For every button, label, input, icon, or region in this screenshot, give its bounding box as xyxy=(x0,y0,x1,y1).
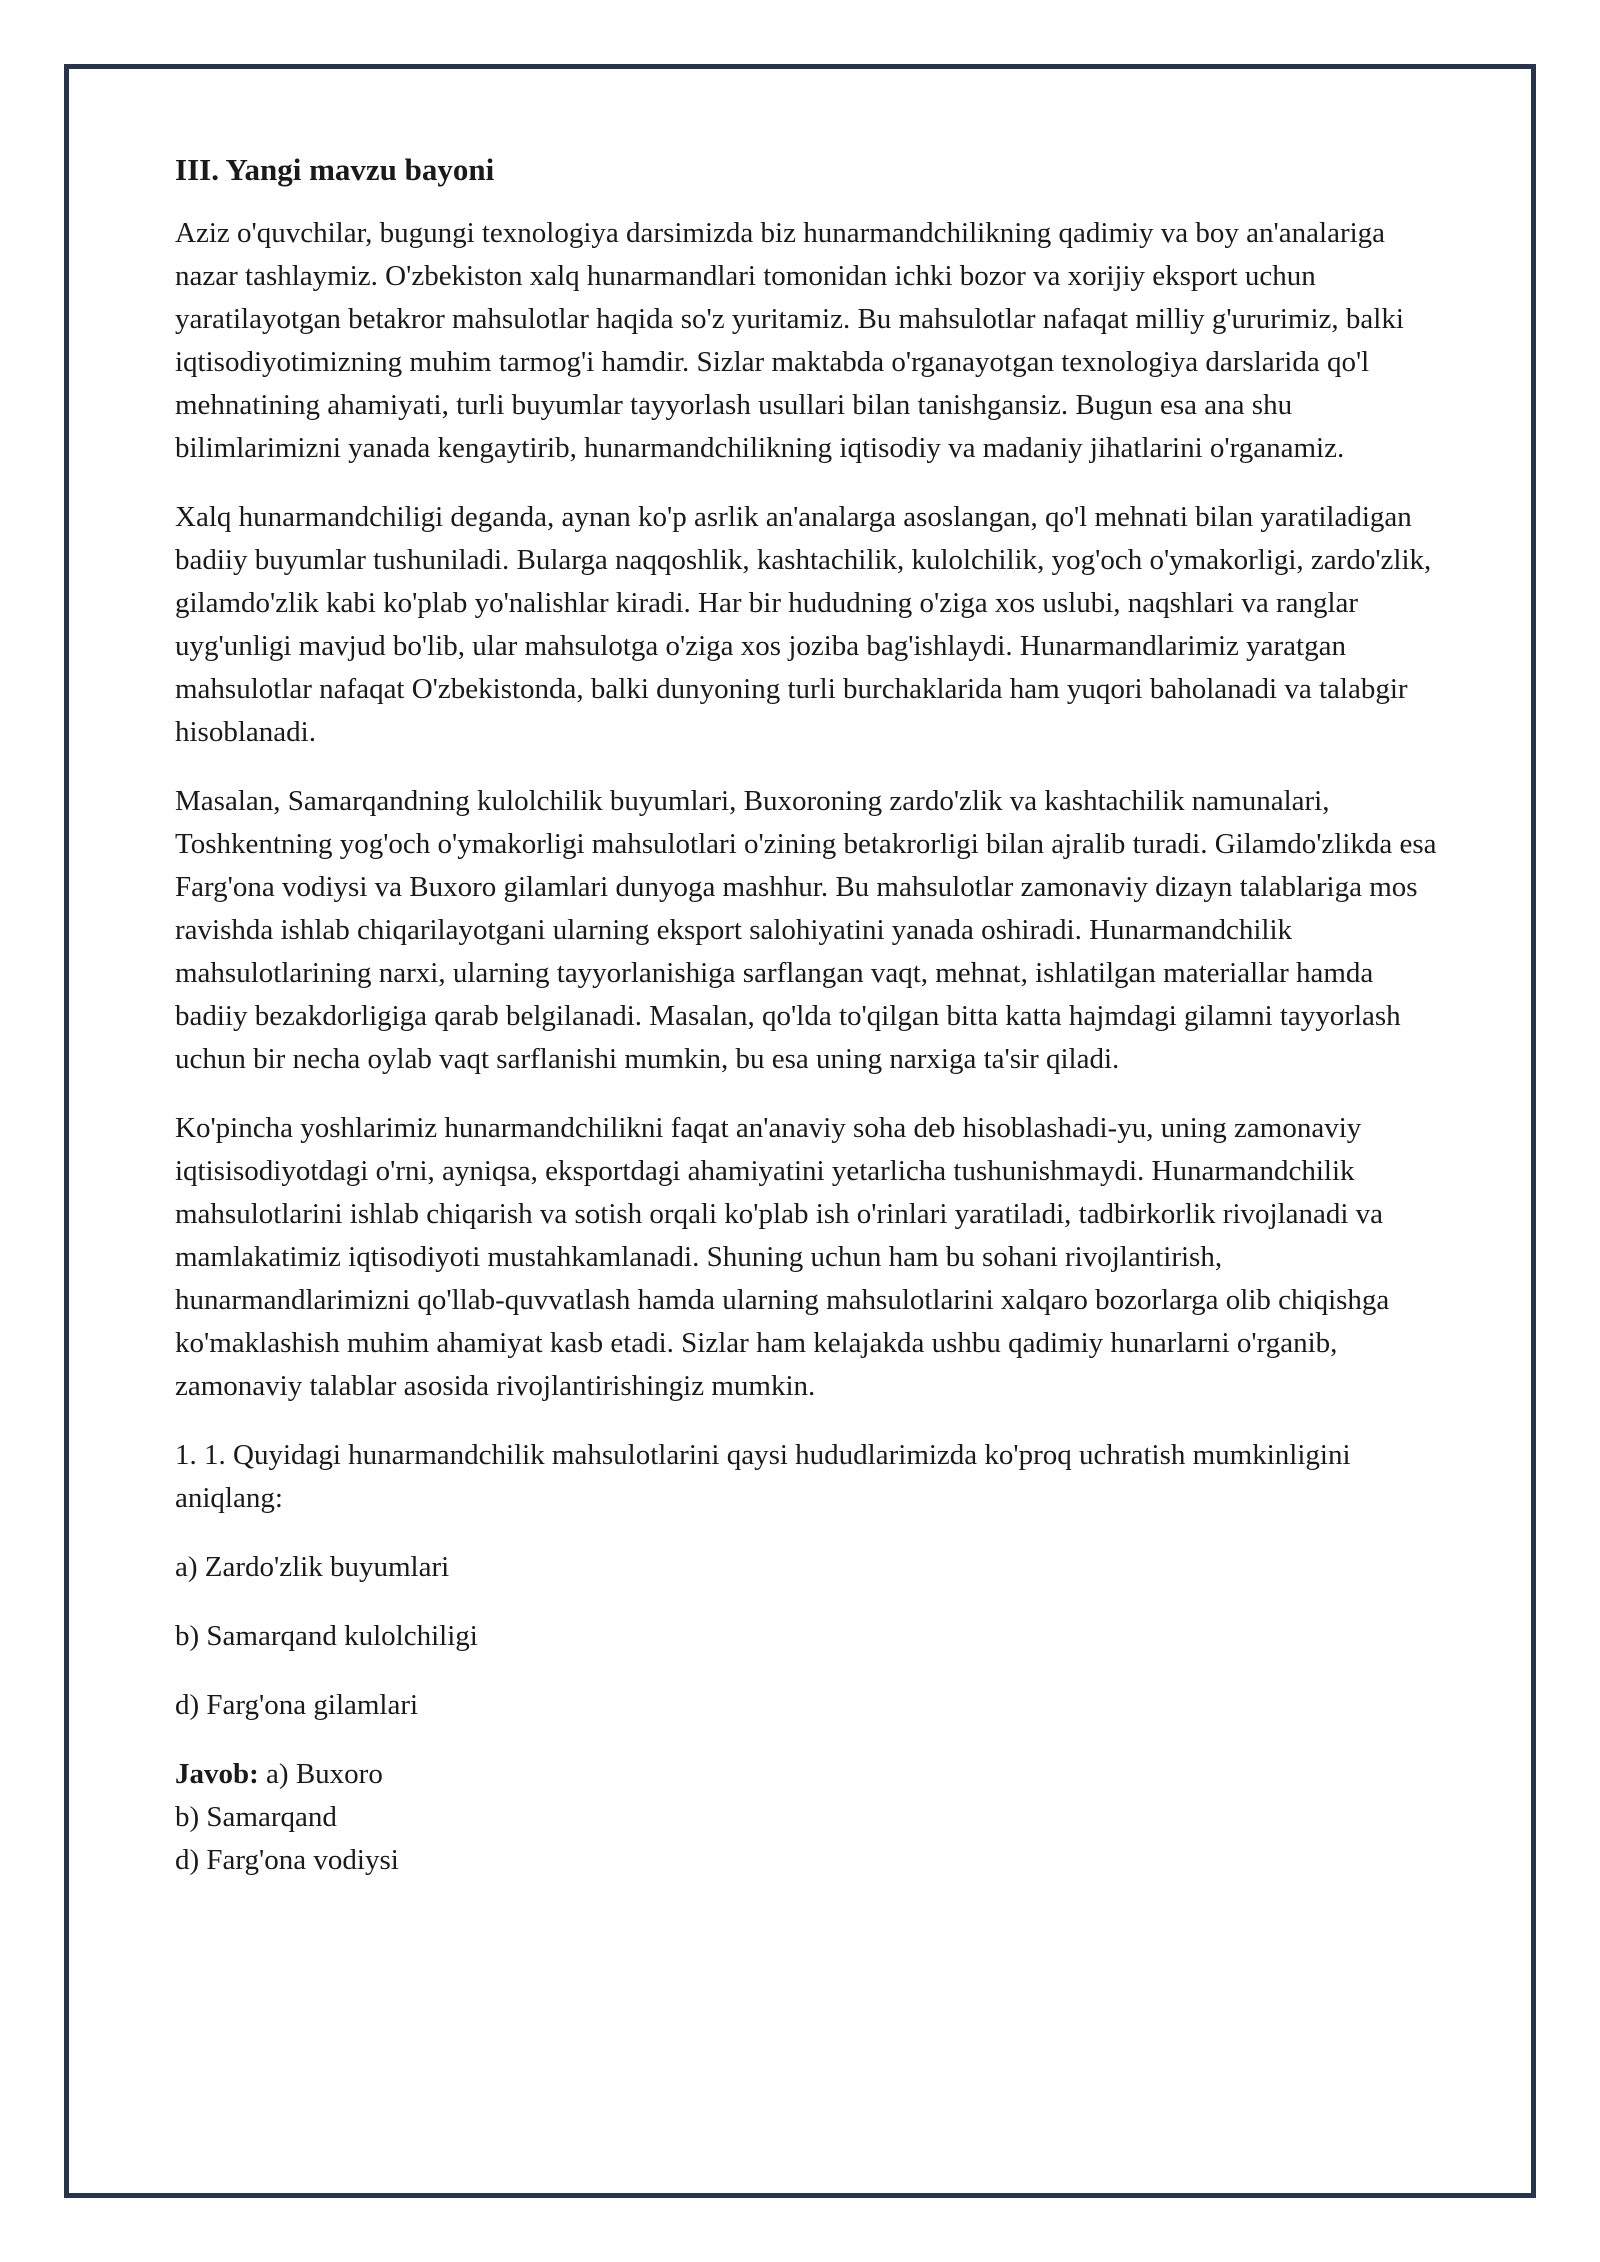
answer-label: Javob: xyxy=(175,1758,259,1791)
answer-block xyxy=(175,1753,1445,1882)
document-body xyxy=(175,150,1445,1882)
paragraph-intro: Aziz o'quvchilar, bugungi texnologiya darsimizda biz hunarmandchilikning qadimiy va boy an'analariga nazar tashlaymiz. O'zbekiston xalq hunarmandlari tomonidan ichki bozor va xorijiy eksport uchun yaratilayotgan betakror mahsulotlar haqida so'z yuritamiz. Bu mahsulotlar nafaqat milliy g'ururimiz, balki iqtisodiyotimizning muhim tarmog'i hamdir. Sizlar maktabda o'rganayotgan texnologiya darslarida qo'l mehnatining ahamiyati, turli buyumlar tayyorlash usullari bilan tanishgansiz. Bugun esa ana shu bilimlarimizni yanada kengaytirib, hunarmandchilikning iqtisodiy va madaniy jihatlarini o'rganamiz. xyxy=(175,217,1404,465)
option-b: b) Samarqand kulolchiligi xyxy=(175,1620,478,1653)
section-heading: III. Yangi mavzu bayoni xyxy=(175,152,495,187)
question-text: 1. 1. Quyidagi hunarmandchilik mahsulotlarini qaysi hududlarimizda ko'proq uchratish mumkinligini aniqlang: xyxy=(175,1439,1351,1515)
paragraph-regional-examples: Masalan, Samarqandning kulolchilik buyumlari, Buxoroning zardo'zlik va kashtachilik namunalari, Toshkentning yog'och o'ymakorligi mahsulotlari o'zining betakrorligi bilan ajralib turadi. Gilamdo'zlikda esa Farg'ona vodiysi va Buxoro gilamlari dunyoga mashhur. Bu mahsulotlar zamonaviy dizayn talablariga mos ravishda ishlab chiqarilayotgani ularning eksport salohiyatini yanada oshiradi. Hunarmandchilik mahsulotlarining narxi, ularning tayyorlanishiga sarflangan vaqt, mehnat, ishlatilgan materiallar hamda badiiy bezakdorligiga qarab belgilanadi. Masalan, qo'lda to'qilgan bitta katta hajmdagi gilamni tayyorlash uchun bir necha oylab vaqt sarflanishi mumkin, bu esa uning narxiga ta'sir qiladi. xyxy=(175,785,1437,1076)
answer-line-d: d) Farg'ona vodiysi xyxy=(175,1844,399,1877)
answer-value-a: a) Buxoro xyxy=(266,1758,383,1791)
paragraph-folk-crafts: Xalq hunarmandchiligi deganda, aynan ko'p asrlik an'analarga asoslangan, qo'l mehnati bilan yaratiladigan badiiy buyumlar tushuniladi. Bularga naqqoshlik, kashtachilik, kulolchilik, yog'och o'ymakorligi, zardo'zlik, gilamdo'zlik kabi ko'plab yo'nalishlar kiradi. Har bir hududning o'ziga xos uslubi, naqshlari va ranglar uyg'unligi mavjud bo'lib, ular mahsulotga o'ziga xos joziba bag'ishlaydi. Hunarmandlarimiz yaratgan mahsulotlar nafaqat O'zbekistonda, balki dunyoning turli burchaklarida ham yuqori baholanadi va talabgir hisoblanadi. xyxy=(175,501,1432,749)
answer-line-b: b) Samarqand xyxy=(175,1801,337,1834)
paragraph-economic-role: Ko'pincha yoshlarimiz hunarmandchilikni faqat an'anaviy soha deb hisoblashadi-yu, uning zamonaviy iqtisisodiyotdagi o'rni, ayniqsa, eksportdagi ahamiyatini yetarlicha tushunishmaydi. Hunarmandchilik mahsulotlarini ishlab chiqarish va sotish orqali ko'plab ish o'rinlari yaratiladi, tadbirkorlik rivojlanadi va mamlakatimiz iqtisodiyoti mustahkamlanadi. Shuning uchun ham bu sohani rivojlantirish, hunarmandlarimizni qo'llab-quvvatlash hamda ularning mahsulotlarini xalqaro bozorlarga olib chiqishga ko'maklashish muhim ahamiyat kasb etadi. Sizlar ham kelajakda ushbu qadimiy hunarlarni o'rganib, zamonaviy talablar asosida rivojlantirishingiz mumkin. xyxy=(175,1112,1390,1403)
option-a: a) Zardo'zlik buyumlari xyxy=(175,1551,450,1584)
answer-line-a xyxy=(175,1753,1445,1796)
option-d: d) Farg'ona gilamlari xyxy=(175,1689,419,1722)
